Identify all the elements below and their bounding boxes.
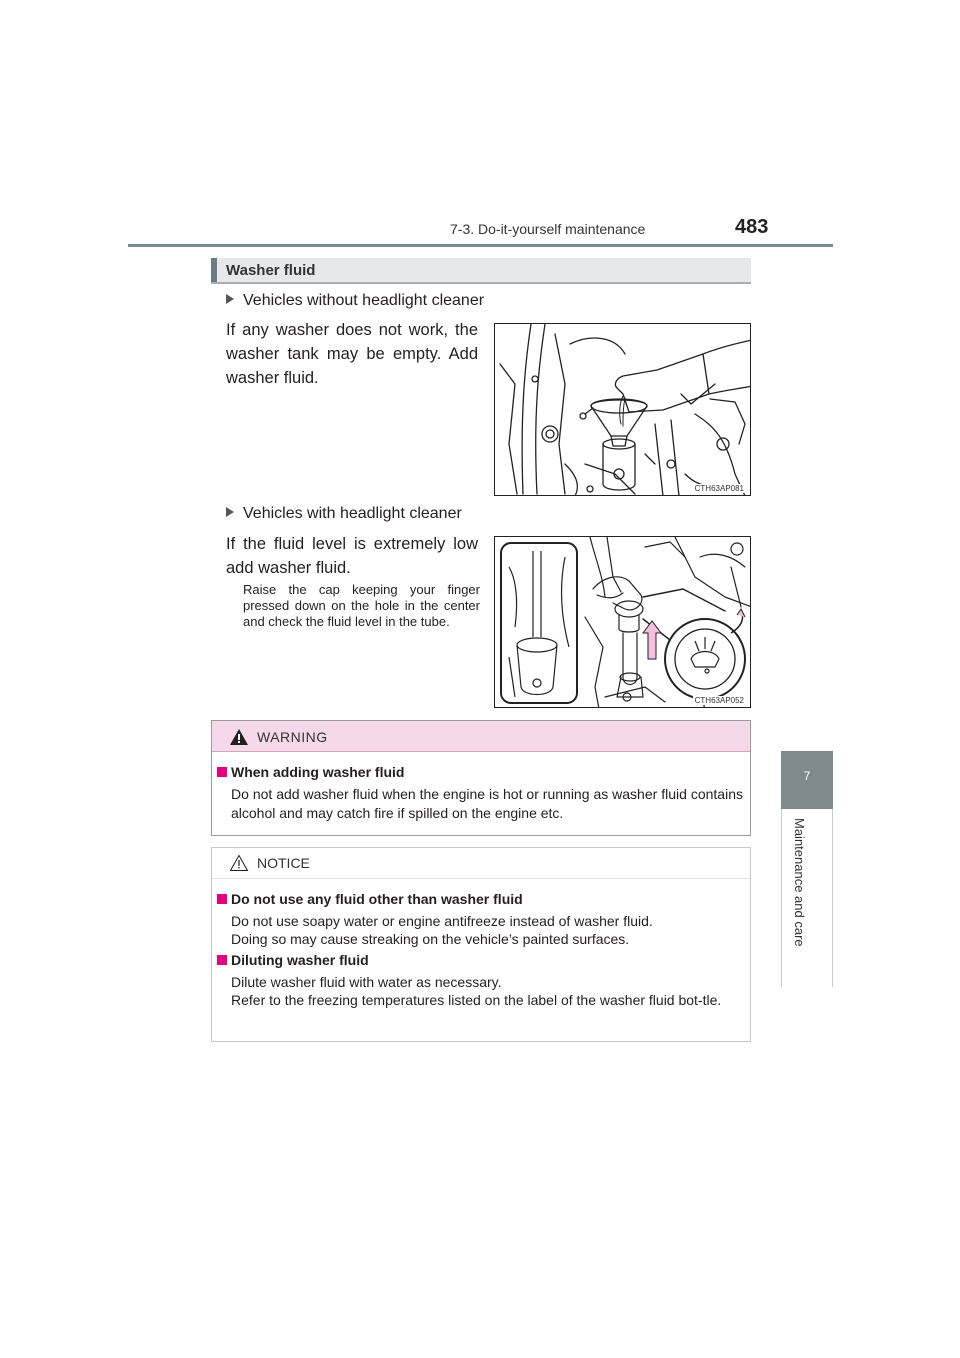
chapter-title: Maintenance and care (792, 818, 807, 947)
warning-item-title-text: When adding washer fluid (231, 764, 405, 780)
subheading-text: Vehicles with headlight cleaner (243, 505, 462, 522)
note-check-level: Raise the cap keeping your finger pressed down on the hole in the center and check the fluid level in the tube. (243, 582, 480, 629)
paragraph-without-cleaner: If any washer does not work, the washer tank may be empty. Add washer fluid. (226, 321, 478, 387)
section-heading-marker (211, 258, 217, 282)
notice-label: NOTICE (257, 855, 310, 871)
notice-item-title-text: Do not use any fluid other than washer fluid (231, 891, 523, 907)
square-bullet-icon (217, 894, 227, 904)
notice-item-2-line-1: Dilute washer fluid with water as necessary. (231, 974, 502, 990)
notice-item-title-text: Diluting washer fluid (231, 952, 369, 968)
running-header-section: 7-3. Do-it-yourself maintenance (450, 221, 646, 237)
square-bullet-icon (217, 767, 227, 777)
header-rule (128, 244, 833, 247)
warning-header (212, 721, 750, 752)
figure-code: CTH63AP081 (694, 484, 744, 493)
notice-item-title-2 (217, 952, 369, 968)
warning-box (211, 720, 751, 836)
warning-label: WARNING (257, 729, 328, 745)
illustration-funnel-refill (494, 323, 751, 496)
notice-header (212, 848, 750, 879)
square-bullet-icon (217, 955, 227, 965)
triangle-bullet-icon (226, 294, 234, 304)
warning-item-text: Do not add washer fluid when the engine is hot or running as washer fluid contains alcohol and may catch fire if spilled on the engine etc. (231, 786, 743, 821)
section-heading-title: Washer fluid (226, 262, 316, 279)
notice-item-title-1 (217, 891, 523, 907)
warning-triangle-icon (229, 728, 249, 746)
warning-item-title (217, 764, 404, 780)
page-number: 483 (735, 216, 769, 238)
chapter-number: 7 (803, 769, 811, 783)
notice-item-1-line-1: Do not use soapy water or engine antifreeze instead of washer fluid. (231, 913, 653, 929)
notice-item-1-line-2: Doing so may cause streaking on the vehicle’s painted surfaces. (231, 931, 630, 947)
illustration-level-check (494, 536, 751, 708)
subheading-without-cleaner (226, 292, 484, 310)
subheading-text: Vehicles without headlight cleaner (243, 292, 485, 309)
paragraph-with-cleaner: If the fluid level is extremely low add washer fluid. (226, 535, 478, 577)
figure-code: CTH63AP052 (694, 696, 744, 705)
section-heading (211, 258, 751, 284)
notice-triangle-icon (229, 854, 249, 872)
level-check-drawing (495, 537, 751, 708)
triangle-bullet-icon (226, 507, 234, 517)
subheading-with-cleaner (226, 505, 462, 523)
notice-item-2-line-2: Refer to the freezing temperatures listed on the label of the washer fluid bot-tle. (231, 992, 722, 1008)
funnel-refill-drawing (495, 324, 751, 496)
chapter-title-bar (781, 809, 833, 987)
notice-box (211, 847, 751, 1042)
